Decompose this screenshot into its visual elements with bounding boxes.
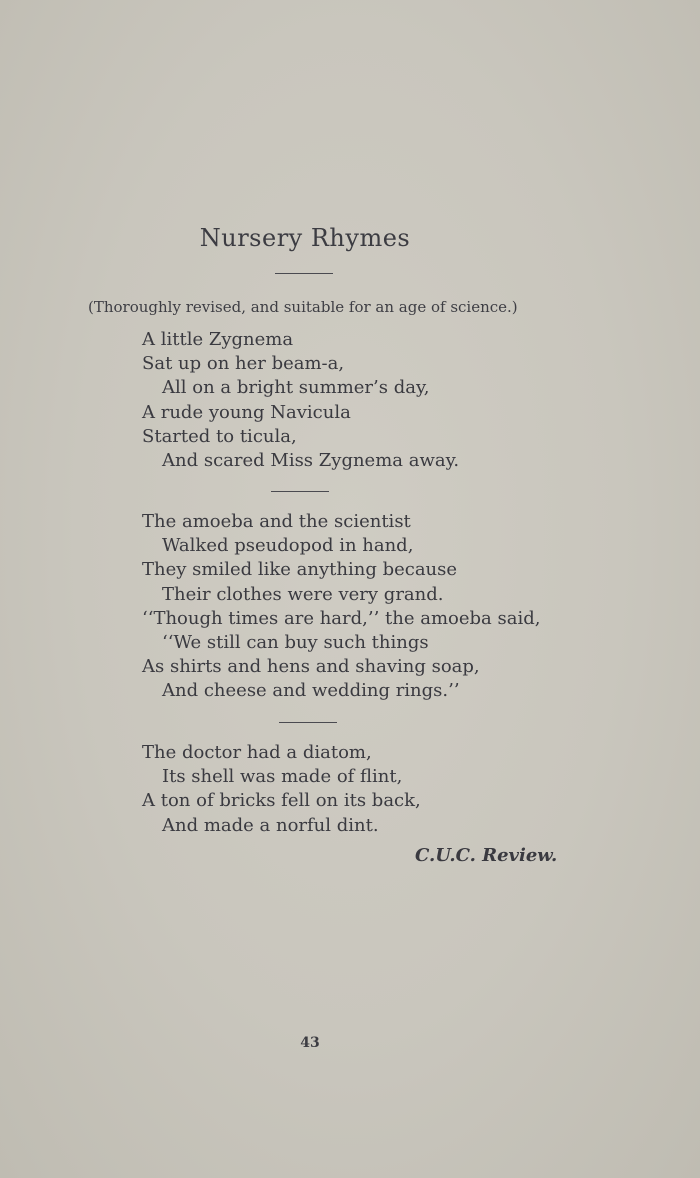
source-attribution: C.U.C. Review.	[415, 845, 558, 866]
verse-line: Walked pseudopod in hand,	[162, 535, 414, 557]
verse-line: A ton of bricks fell on its back,	[142, 790, 421, 812]
verse-line: Sat up on her beam-a,	[142, 353, 345, 375]
verse-line: And cheese and wedding rings.’’	[162, 680, 460, 702]
verse-line: The amoeba and the scientist	[142, 511, 411, 532]
verse-line: Its shell was made of flint,	[162, 766, 403, 788]
verse-line: All on a bright summer’s day,	[162, 377, 430, 399]
stanza-divider	[271, 491, 329, 492]
verse-line: A rude young Navicula	[142, 401, 351, 423]
verse-line: ‘‘We still can buy such things	[162, 631, 429, 653]
verse-line: The doctor had a diatom,	[142, 742, 372, 763]
poem-title: Nursery Rhymes	[199, 224, 411, 252]
verse-line: And scared Miss Zygnema away.	[162, 449, 460, 471]
verse-line: ‘‘Though times are hard,’’ the amoeba said,	[142, 607, 541, 629]
stanza-zygnema	[142, 328, 459, 473]
verse-line: They smiled like anything because	[142, 559, 458, 581]
stanza-amoeba	[142, 510, 540, 704]
verse-line: A little Zygnema	[142, 329, 294, 350]
page-number: 43	[300, 1035, 320, 1051]
verse-line: And made a norful dint.	[162, 814, 379, 836]
verse-line: Their clothes were very grand.	[162, 583, 444, 605]
stanza-diatom	[142, 741, 421, 838]
verse-line: Started to ticula,	[142, 425, 297, 447]
poem-subtitle: (Thoroughly revised, and suitable for an age of science.)	[88, 298, 518, 316]
verse-line: As shirts and hens and shaving soap,	[142, 656, 480, 678]
stanza-divider	[279, 722, 337, 723]
title-divider	[275, 273, 333, 274]
